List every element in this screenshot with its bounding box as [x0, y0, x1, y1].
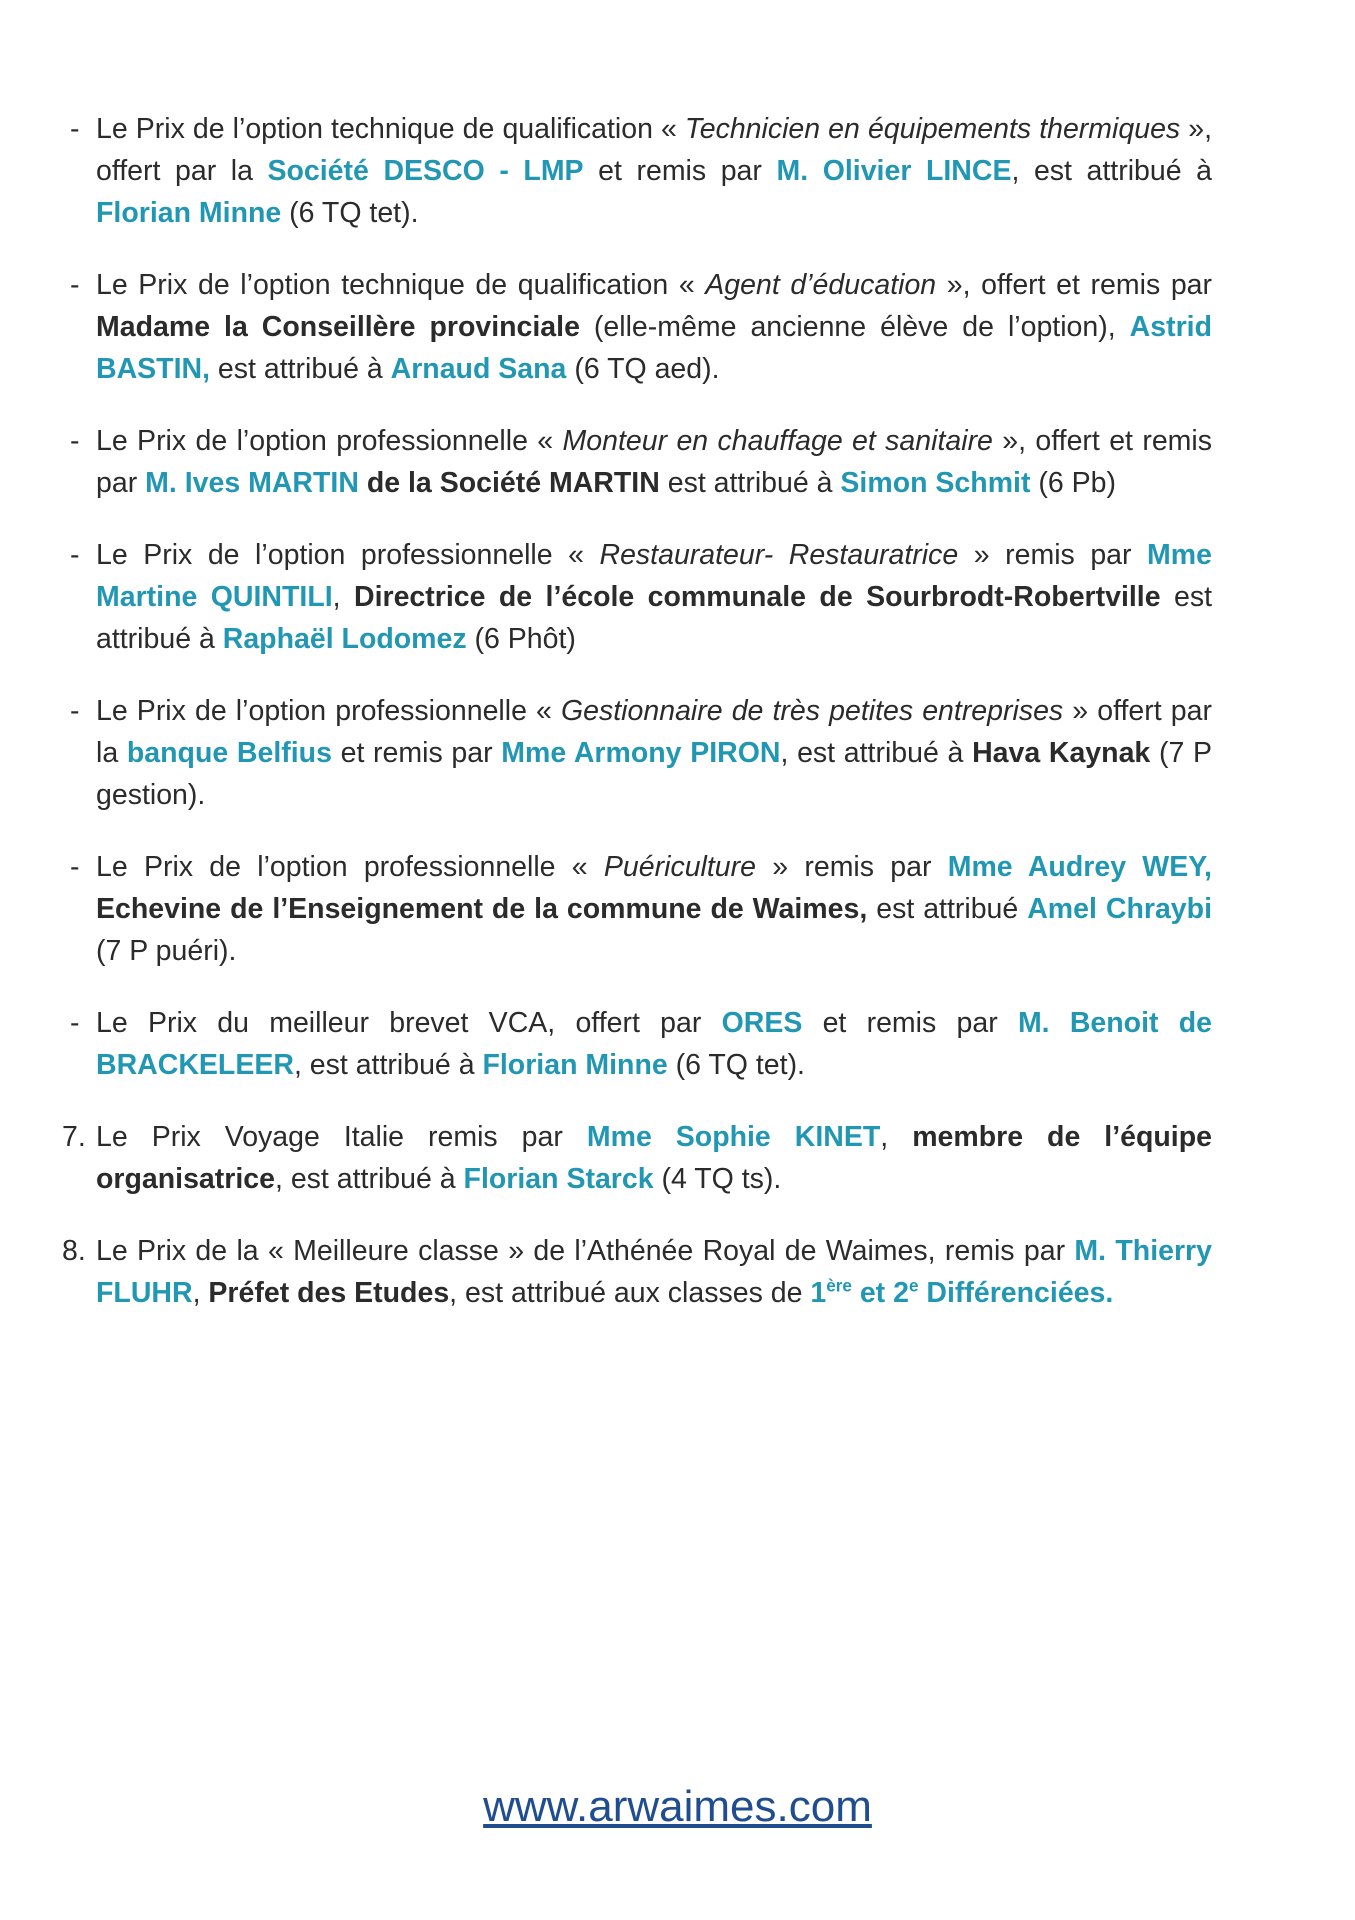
- presenter-title: membre de l’équipe organisatrice: [96, 1121, 1212, 1195]
- presenter-name: M. Thierry FLUHR: [96, 1235, 1212, 1309]
- list-marker: -: [70, 539, 80, 571]
- presenter-name: Mme Martine QUINTILI: [96, 539, 1212, 613]
- presenter-title: Directrice de l’école communale de Sourbrodt-Robertville: [353, 581, 1161, 613]
- website-link[interactable]: www.arwaimes.com: [483, 1782, 872, 1831]
- winner-name: Florian Minne: [96, 197, 282, 229]
- sponsor-name: ORES: [721, 1007, 803, 1039]
- list-item: - Le Prix de l’option professionnelle « Gestionnaire de très petites entreprises » offert par la banque Belfius et remis par Mme Armony PIRON, est attribué à Hava Kaynak (7 P gestion).: [62, 690, 1212, 816]
- list-item: - Le Prix de l’option professionnelle « Monteur en chauffage et sanitaire », offert et remis par M. Ives MARTIN de la Société MARTIN est attribué à Simon Schmit (6 Pb): [62, 420, 1212, 504]
- winner-name: Arnaud Sana: [390, 353, 567, 385]
- list-item: - Le Prix du meilleur brevet VCA, offert par ORES et remis par M. Benoit de BRACKELEER, est attribué à Florian Minne (6 TQ tet).: [62, 1002, 1212, 1086]
- winner-classes: 1ère et 2e Différenciées.: [810, 1276, 1114, 1309]
- list-number: 8.: [62, 1235, 86, 1267]
- list-marker: -: [70, 113, 80, 145]
- list-marker: -: [70, 425, 80, 457]
- list-item: 7. Le Prix Voyage Italie remis par Mme Sophie KINET, membre de l’équipe organisatrice, est attribué à Florian Starck (4 TQ ts).: [62, 1116, 1212, 1200]
- list-item: - Le Prix de l’option professionnelle « Restaurateur- Restauratrice » remis par Mme Martine QUINTILI, Directrice de l’école communale de Sourbrodt-Robertville est attribué à Raphaël Lodomez (6 Phôt): [62, 534, 1212, 660]
- list-marker: -: [70, 695, 80, 727]
- list-number: 7.: [62, 1121, 86, 1153]
- presenter-name: M. Olivier LINCE: [776, 155, 1012, 187]
- winner-name: Hava Kaynak: [972, 737, 1151, 769]
- list-item: 8. Le Prix de la « Meilleure classe » de l’Athénée Royal de Waimes, remis par M. Thierry FLUHR, Préfet des Etudes, est attribué aux classes de 1ère et 2e Différenciées.: [62, 1230, 1212, 1314]
- sponsor-name: Société DESCO - LMP: [267, 155, 584, 187]
- sponsor-name: de la Société MARTIN: [358, 467, 660, 499]
- list-marker: -: [70, 1007, 80, 1039]
- presenter-name: Mme Armony PIRON: [501, 737, 781, 769]
- list-marker: -: [70, 851, 80, 883]
- presenter-name: Mme Audrey WEY,: [947, 851, 1212, 883]
- winner-name: Simon Schmit: [840, 467, 1031, 499]
- winner-name: Florian Starck: [463, 1163, 654, 1195]
- presenter-title: Echevine de l’Enseignement de la commune de Waimes,: [96, 893, 868, 925]
- winner-name: Amel Chraybi: [1027, 893, 1212, 925]
- list-marker: -: [70, 269, 80, 301]
- winner-name: Raphaël Lodomez: [222, 623, 467, 655]
- presenter-name: M. Benoit de BRACKELEER: [96, 1007, 1212, 1081]
- presenter-name: M. Ives MARTIN: [145, 467, 359, 499]
- awards-list: [62, 108, 1212, 1344]
- presenter-title: Préfet des Etudes: [208, 1277, 450, 1309]
- sponsor-name: banque Belfius: [126, 737, 332, 769]
- list-item: - Le Prix de l’option technique de qualification « Agent d’éducation », offert et remis par Madame la Conseillère provinciale (elle-même ancienne élève de l’option), Astrid BASTIN, est attribué à Arnaud Sana (6 TQ aed).: [62, 264, 1212, 390]
- presenter-title: Madame la Conseillère provinciale: [96, 311, 580, 343]
- list-item: - Le Prix de l’option professionnelle « Puériculture » remis par Mme Audrey WEY, Echevine de l’Enseignement de la commune de Waimes, est attribué Amel Chraybi (7 P puéri).: [62, 846, 1212, 972]
- presenter-name: Astrid BASTIN,: [96, 311, 1213, 385]
- list-item: - Le Prix de l’option technique de qualification « Technicien en équipements thermiques », offert par la Société DESCO - LMP et remis par M. Olivier LINCE, est attribué à Florian Minne (6 TQ tet).: [62, 108, 1212, 234]
- presenter-name: Mme Sophie KINET: [586, 1121, 881, 1153]
- winner-name: Florian Minne: [482, 1049, 668, 1081]
